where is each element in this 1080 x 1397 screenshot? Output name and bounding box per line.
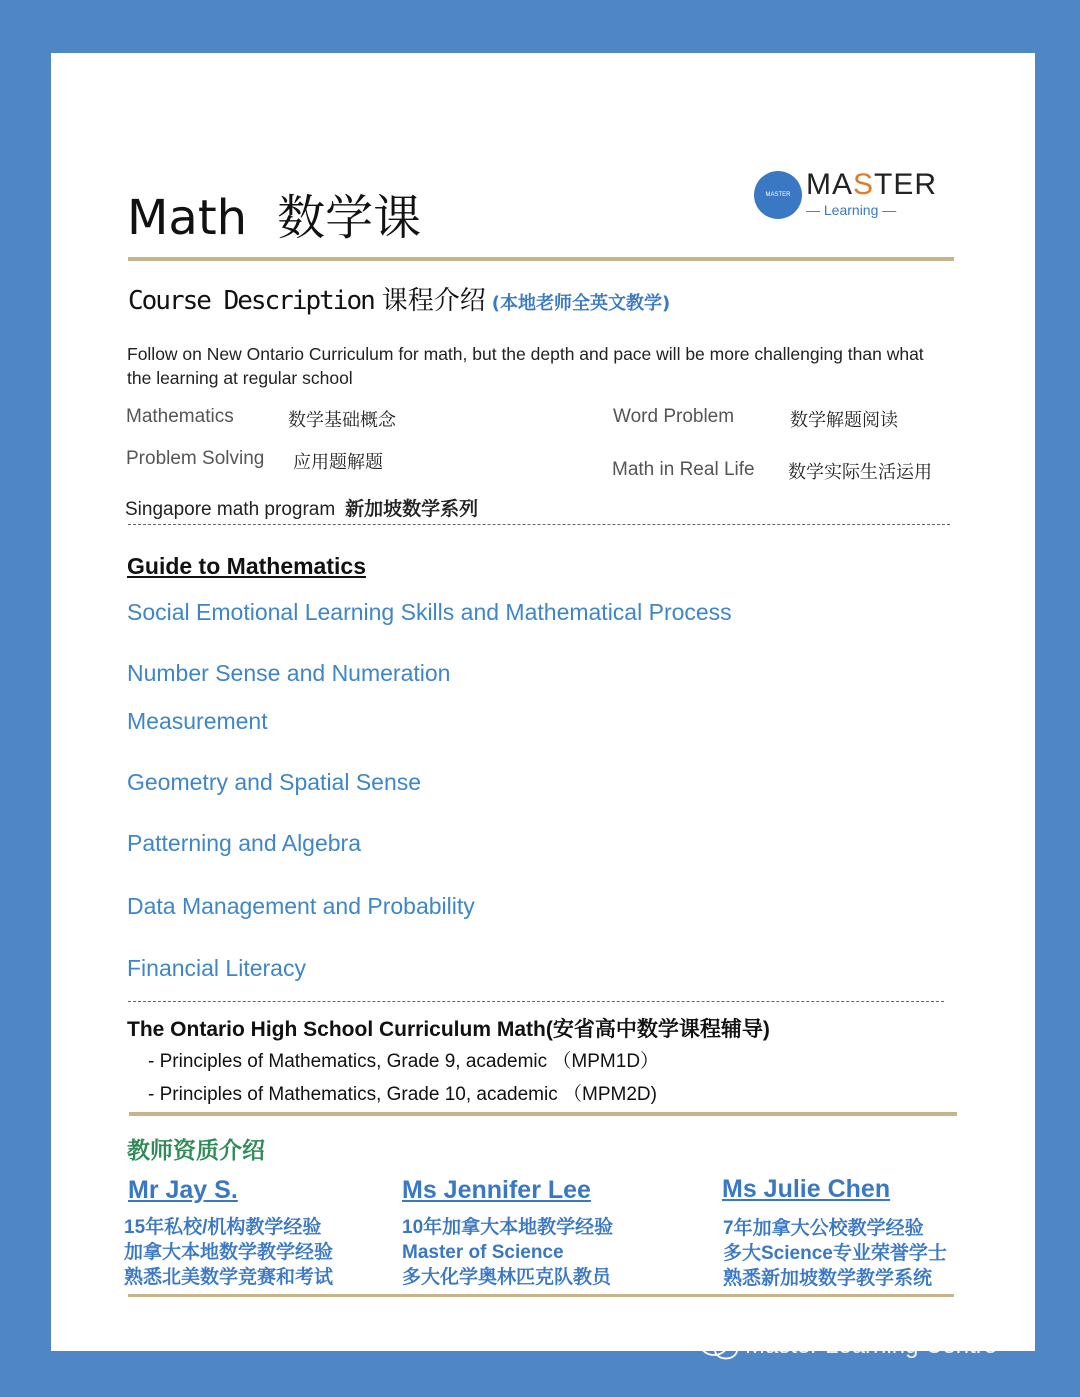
guide-item: Data Management and Probability [127, 893, 475, 919]
dashed-divider [128, 1001, 944, 1002]
logo-badge-icon: MASTER [754, 171, 802, 219]
dashed-divider [128, 524, 950, 525]
logo-name: MASTER [806, 168, 938, 201]
title-zh: 数学课 [277, 190, 422, 246]
page-title [127, 179, 421, 248]
teacher-name: Mr Jay S. [128, 1176, 238, 1204]
guide-item: Social Emotional Learning Skills and Mathematical Process [127, 599, 732, 625]
teacher-credential: 熟悉新加坡数学教学系统 [723, 1268, 933, 1289]
course-description-text: Follow on New Ontario Curriculum for math, but the depth and pace will be more challenging than what the learning at regular school [127, 344, 924, 388]
high-school-title: The Ontario High School Curriculum Math(安省高中数学课程辅导) [127, 1018, 770, 1041]
wechat-icon [699, 1334, 739, 1360]
course-description-heading: Course Description 课程介绍 (本地老师全英文教学) [128, 286, 671, 316]
teacher-credential: 熟悉北美数学竞赛和考试 [124, 1267, 334, 1288]
divider-gold [129, 1112, 957, 1116]
teachers-heading: 教师资质介绍 [127, 1137, 265, 1163]
guide-item: Patterning and Algebra [127, 830, 362, 856]
teacher-credential: 多大化学奥林匹克队教员 [402, 1267, 612, 1288]
guide-heading: Guide to Mathematics [127, 553, 366, 579]
master-learning-logo [754, 168, 938, 228]
topic-en: Math in Real Life [612, 459, 755, 480]
high-school-course: - Principles of Mathematics, Grade 9, academic （MPM1D） [148, 1051, 660, 1072]
teacher-credential: 10年加拿大本地教学经验 [402, 1217, 614, 1238]
teacher-credential: 15年私校/机构教学经验 [124, 1217, 322, 1238]
teacher-credential: Master of Science [402, 1242, 564, 1263]
wechat-watermark: Master Learning Centre [699, 1332, 997, 1360]
high-school-course: - Principles of Mathematics, Grade 10, academic （MPM2D) [148, 1084, 657, 1105]
topic-zh: 数学基础概念 [288, 410, 396, 430]
guide-item: Number Sense and Numeration [127, 660, 451, 686]
teacher-credential: 多大Science专业荣誉学士 [723, 1243, 947, 1264]
singapore-program: Singapore math program 新加坡数学系列 [125, 499, 479, 520]
title-en: Math [127, 190, 248, 246]
teacher-name: Ms Julie Chen [722, 1175, 891, 1203]
topic-en: Problem Solving [126, 448, 265, 469]
teacher-credential: 加拿大本地数学教学经验 [124, 1242, 334, 1263]
guide-item: Financial Literacy [127, 955, 306, 981]
topic-zh: 数学实际生活运用 [788, 462, 932, 482]
topic-zh: 数学解题阅读 [790, 410, 898, 430]
guide-item: Measurement [127, 708, 268, 734]
logo-subtitle: — Learning — [806, 202, 897, 218]
guide-item: Geometry and Spatial Sense [127, 769, 422, 795]
teaching-note: (本地老师全英文教学) [491, 293, 671, 314]
teacher-credential: 7年加拿大公校教学经验 [723, 1218, 924, 1239]
topic-en: Word Problem [613, 406, 735, 427]
flyer-card [51, 53, 1035, 1359]
teacher-name: Ms Jennifer Lee [402, 1176, 591, 1204]
divider-top [128, 257, 954, 261]
topic-en: Mathematics [126, 406, 234, 427]
topic-zh: 应用题解题 [293, 452, 383, 472]
divider-bottom [128, 1294, 954, 1297]
